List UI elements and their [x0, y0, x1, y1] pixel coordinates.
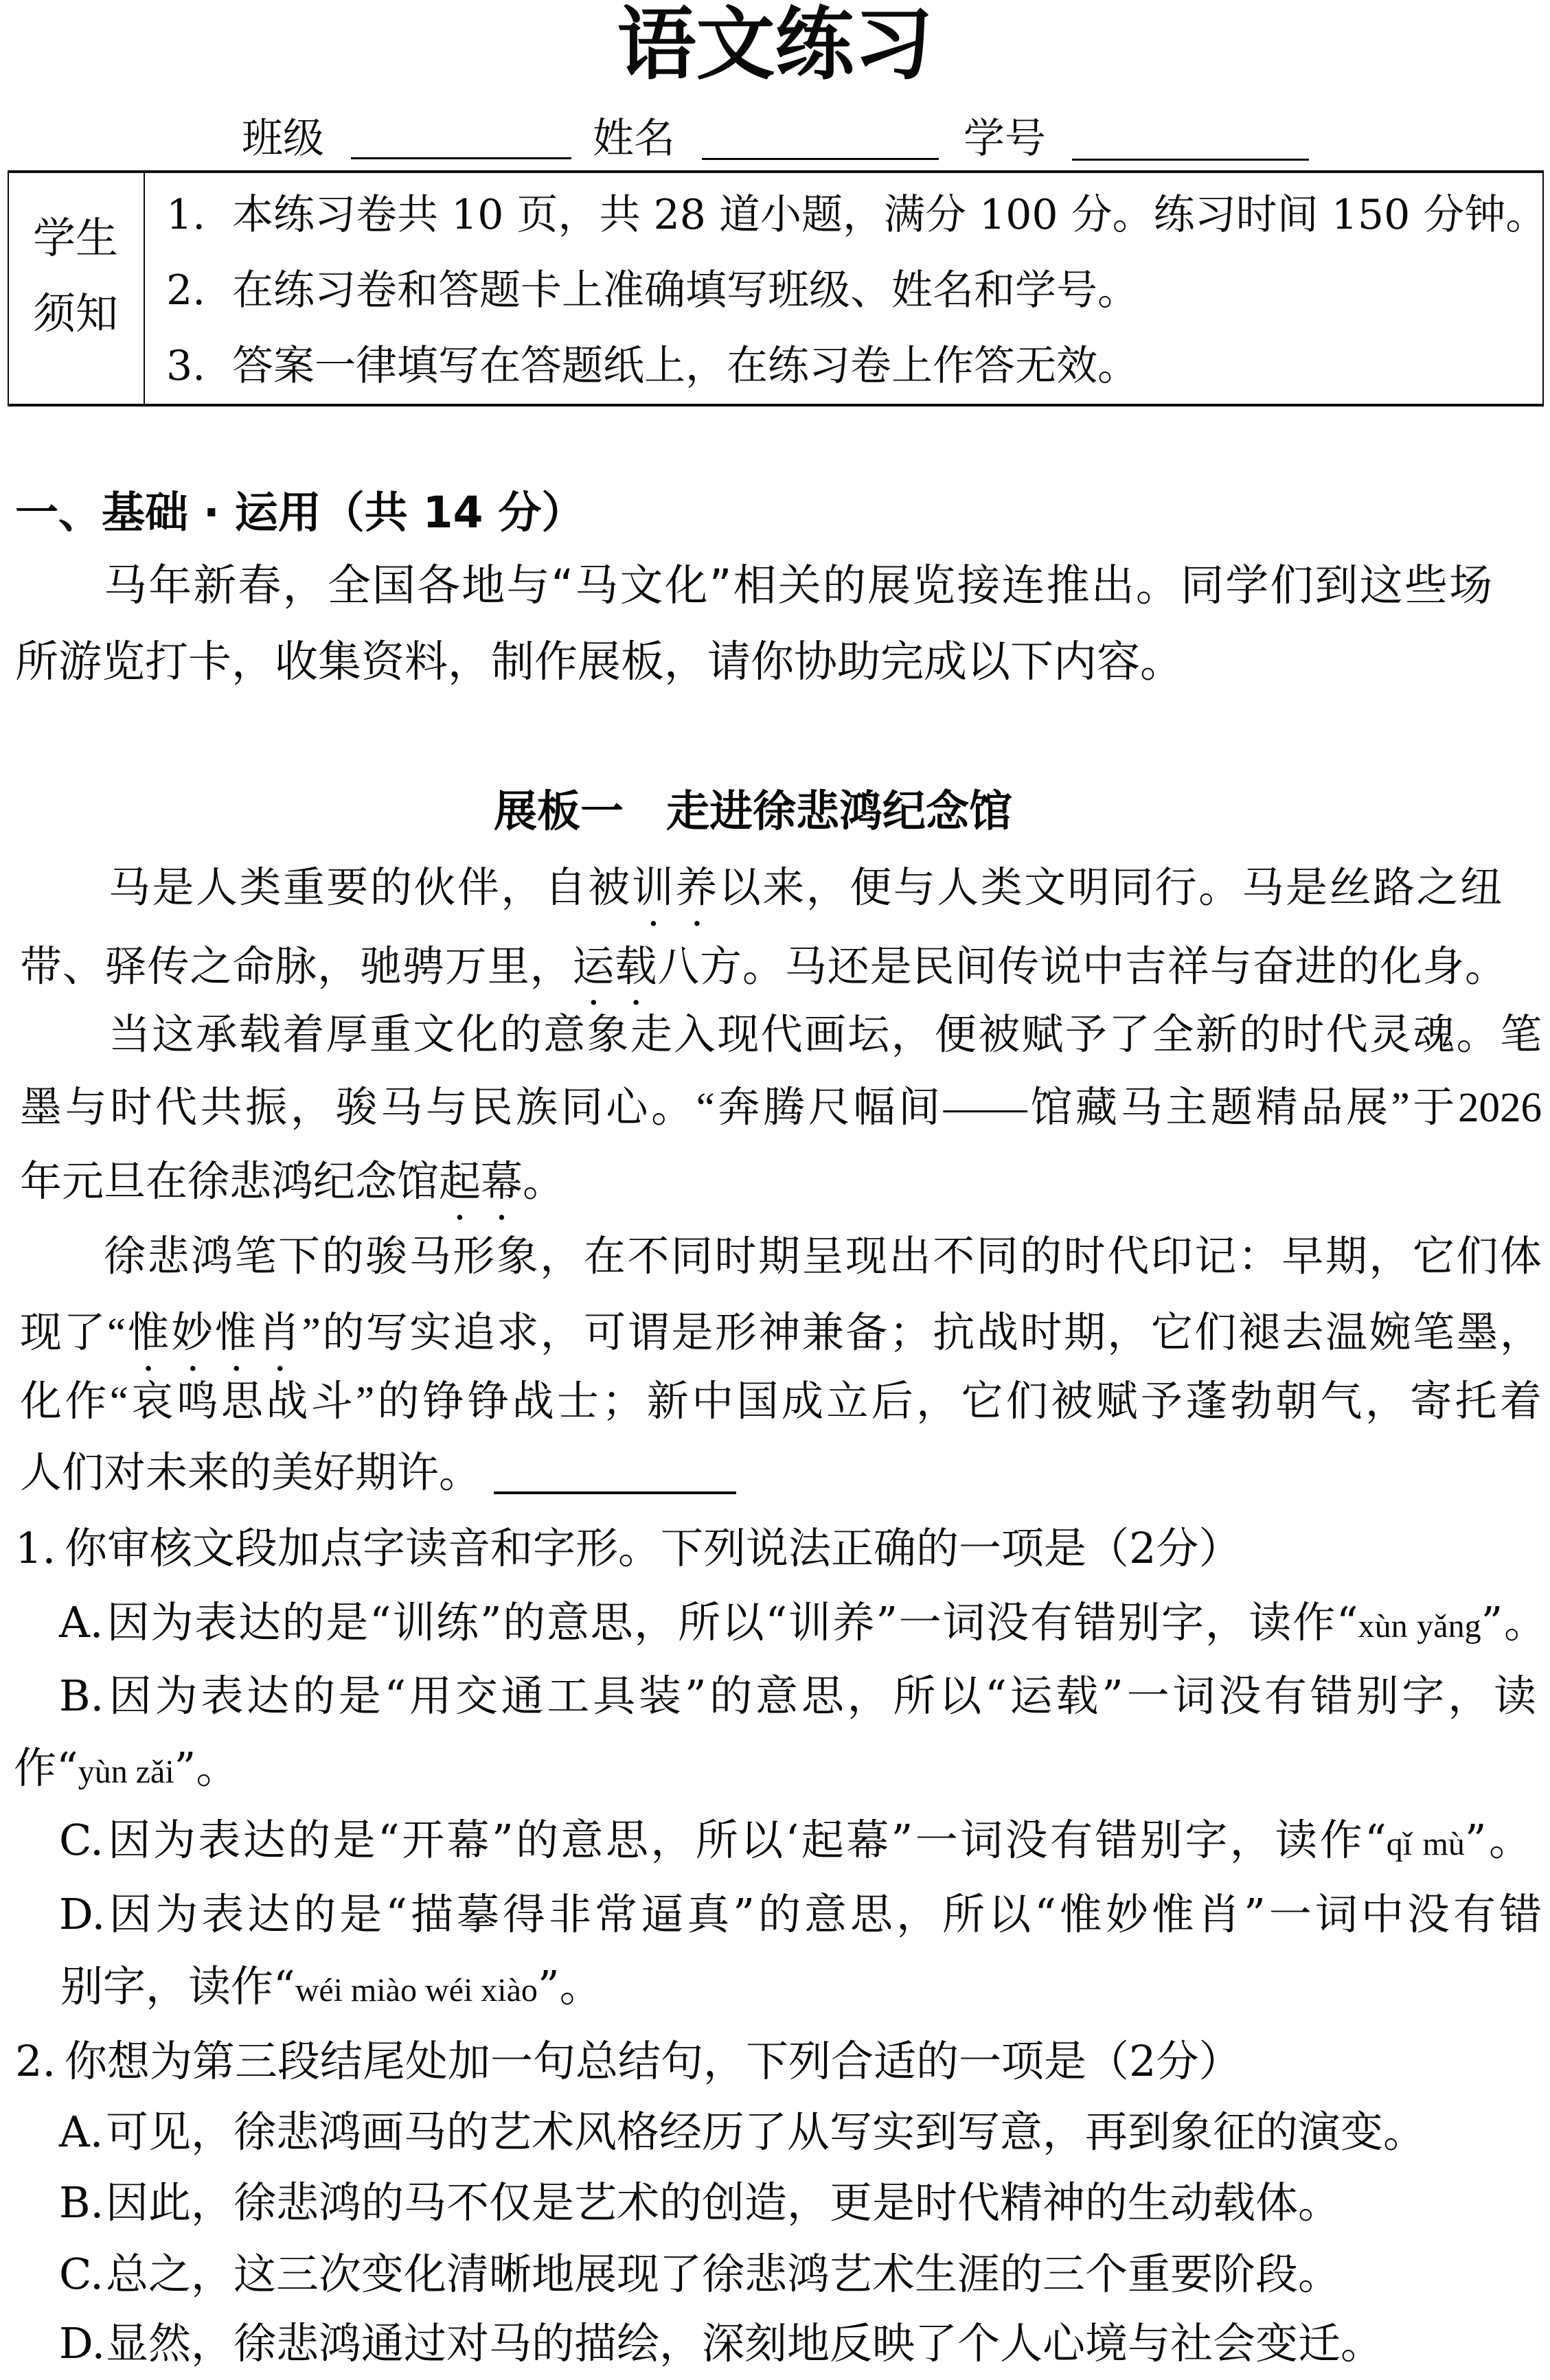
passage-text: 徐悲鸿笔下的骏马形象，在不同时期呈现出不同的时代印记：早期，它们体 [104, 1234, 1542, 1280]
option-label: C. [59, 2249, 104, 2299]
option-text: 总之，这三次变化清晰地展现了徐悲鸿艺术生涯的三个重要阶段。 [106, 2249, 1341, 2299]
dotted-word: 训养 [631, 865, 719, 911]
exhibit-title: 走进徐悲鸿纪念馆 [666, 786, 1012, 836]
intro-line: 马年新春，全国各地与“马文化”相关的展览接连推出。同学们到这些场 [104, 560, 1492, 610]
question-text: 你想为第三段结尾处加一句总结句，下列合适的一项是（2分） [65, 2036, 1242, 2086]
option-label: D. [59, 2318, 106, 2368]
passage-text: 墨与时代共振，骏马与民族同心。“奔腾尺幅间——馆藏马主题精品展”于2026 [20, 1085, 1542, 1131]
passage-line [109, 1014, 1542, 1056]
option-label: B. [59, 1671, 104, 1721]
question-2-option-d [59, 2318, 1384, 2368]
option-text: 因为表达的是“开幕”的意思，所以‘起幕”一词没有错别字，读作“ [106, 1815, 1387, 1865]
exhibit-label: 展板一 [494, 786, 624, 836]
passage-text: ”的写实追求，可谓是形神兼备；抗战时期，它们褪去温婉笔墨， [301, 1310, 1542, 1356]
passage-line [20, 1159, 565, 1229]
question-2-option-a [59, 2107, 1426, 2157]
option-text: 因为表达的是“用交通工具装”的意思，所以“运载”一词没有错别字，读 [106, 1671, 1536, 1721]
pinyin: qǐ mù [1386, 1826, 1465, 1862]
passage-line [20, 944, 1507, 1014]
notice-item-number: 2. [166, 266, 206, 314]
passage-text: 以来，便与人类文明同行。马是丝路之纽 [718, 865, 1502, 911]
student-id-label: 学号 [964, 115, 1046, 163]
notice-item [166, 342, 1139, 390]
option-text: 因此，徐悲鸿的马不仅是艺术的创造，更是时代精神的生动载体。 [106, 2177, 1341, 2228]
class-label: 班级 [242, 115, 324, 163]
option-label: A. [59, 1597, 104, 1647]
passage-line [20, 1087, 1542, 1129]
dotted-word: 运载 [572, 944, 658, 990]
class-blank [351, 157, 571, 159]
option-text: 别字，读作“ [60, 1961, 295, 2011]
question-1-option-b-continued [14, 1743, 239, 1793]
option-label: B. [59, 2177, 104, 2228]
dotted-word: 起幕 [439, 1159, 523, 1205]
option-label: D. [59, 1889, 106, 1939]
passage-text: 。 [523, 1159, 565, 1205]
question-text: 你审核文段加点字读音和字形。下列说法正确的一项是（2分） [65, 1523, 1242, 1573]
passage-text: 马是人类重要的伙伴，自被 [109, 865, 632, 911]
dotted-word: 惟妙惟肖 [126, 1310, 302, 1356]
passage-line [104, 1236, 1542, 1278]
question-1-option-c [59, 1815, 1531, 1865]
intro-line: 所游览打卡，收集资料，制作展板，请你协助完成以下内容。 [15, 637, 1183, 687]
notice-item [166, 191, 1547, 239]
notice-item-text: 答案一律填写在答题纸上，在练习卷上作答无效。 [232, 342, 1139, 390]
option-text: ”。 [1481, 1597, 1547, 1647]
question-2-stem [15, 2036, 1242, 2086]
notice-item-text: 本练习卷共 10 页，共 28 道小题，满分 100 分。练习时间 150 分钟。 [232, 191, 1547, 239]
notice-divider [144, 173, 145, 404]
notice-item-text: 在练习卷和答题卡上准确填写班级、姓名和学号。 [232, 266, 1139, 314]
question-1-option-b [59, 1671, 1536, 1721]
passage-text: 年元旦在徐悲鸿纪念馆 [20, 1159, 440, 1205]
passage-text: 八方。马还是民间传说中吉祥与奋进的化身。 [657, 944, 1507, 990]
notice-item [166, 266, 1139, 314]
option-text: 因为表达的是“训练”的意思，所以“训养”一词没有错别字，读作“ [106, 1597, 1358, 1647]
name-label: 姓名 [593, 115, 675, 163]
question-2-option-c [59, 2249, 1341, 2299]
option-label: C. [59, 1815, 104, 1865]
option-text: ”。 [537, 1961, 602, 2011]
passage-line [20, 1452, 481, 1494]
section-heading: 一、基础 · 运用（共 14 分） [15, 488, 585, 538]
pinyin: xùn yǎng [1358, 1608, 1481, 1645]
passage-line [109, 865, 1502, 935]
passage-text: 当这承载着厚重文化的意象走入现代画坛，便被赋予了全新的时代灵魂。笔 [109, 1012, 1542, 1058]
passage-text: 现了“ [20, 1310, 126, 1356]
notice-item-number: 1. [166, 191, 206, 239]
option-text: 因为表达的是“描摹得非常逼真”的意思，所以“惟妙惟肖”一词中没有错 [106, 1889, 1542, 1939]
question-2-option-b [59, 2177, 1341, 2228]
summary-answer-blank [494, 1491, 736, 1494]
question-1-option-d-continued [60, 1961, 602, 2011]
option-text: 显然，徐悲鸿通过对马的描绘，深刻地反映了个人心境与社会变迁。 [106, 2318, 1384, 2368]
passage-text: 化作“哀鸣思战斗”的铮铮战士；新中国成立后，它们被赋予蓬勃朝气，寄托着 [20, 1379, 1542, 1425]
passage-text: 人们对未来的美好期许。 [20, 1450, 481, 1496]
option-text: ”。 [1464, 1815, 1531, 1865]
question-number: 2. [15, 2036, 56, 2086]
passage-text: 带、驿传之命脉，驰骋万里， [20, 944, 573, 990]
name-blank [702, 158, 939, 160]
notice-label-bottom: 须知 [33, 288, 119, 339]
question-1-stem [15, 1523, 1242, 1573]
exhibit-heading [494, 786, 1012, 836]
question-1-option-a [59, 1597, 1547, 1647]
question-1-option-d [59, 1889, 1542, 1939]
pinyin: wéi miào wéi xiào [295, 1972, 538, 2009]
option-text: ”。 [174, 1743, 239, 1793]
passage-line [20, 1310, 1542, 1380]
option-label: A. [59, 2107, 104, 2157]
student-id-blank [1072, 159, 1309, 161]
page-title: 语文练习 [617, 0, 933, 91]
notice-item-number: 3. [166, 342, 206, 390]
pinyin: yùn zǎi [78, 1754, 174, 1790]
option-text: 可见，徐悲鸿画马的艺术风格经历了从写实到写意，再到象征的演变。 [106, 2107, 1426, 2157]
passage-line [20, 1381, 1542, 1423]
question-number: 1. [15, 1523, 56, 1573]
option-text: 作“ [14, 1743, 78, 1793]
notice-label-top: 学生 [33, 213, 119, 263]
